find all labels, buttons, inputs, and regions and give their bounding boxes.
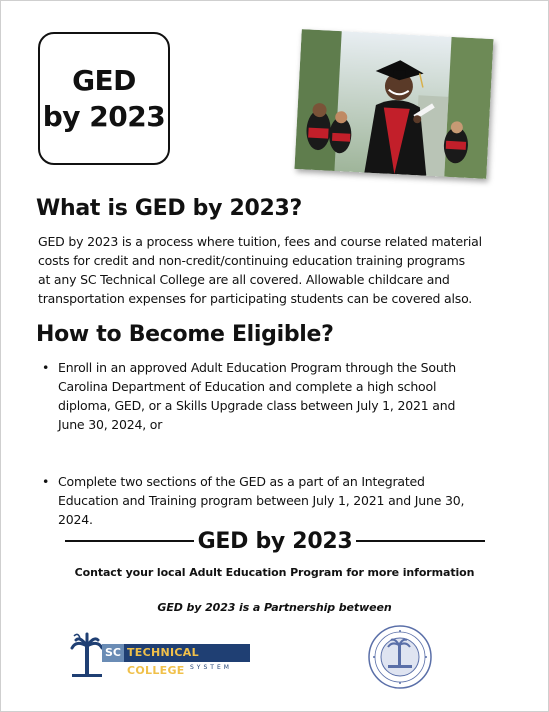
palmetto-tree-icon xyxy=(70,630,104,680)
partnership-text xyxy=(0,601,549,614)
bullet-2-line-1: Complete two sections of the GED as a part of an Integrated xyxy=(58,474,425,489)
bullet-2-line-2: Education and Training program between July 1, 2021 and June 30, xyxy=(58,493,465,508)
divider-title: GED by 2023 xyxy=(197,528,353,554)
partnership-rest: is a Partnership between xyxy=(235,601,392,614)
graduate-photo-illustration xyxy=(294,29,493,179)
bullet-1-line-3: diploma, GED, or a Skills Upgrade class between July 1, 2021 and xyxy=(58,398,456,413)
partnership-emphasis: GED by 2023 xyxy=(157,601,236,614)
title-line-1: GED xyxy=(72,63,136,97)
divider-line-right xyxy=(356,540,485,542)
what-is-heading: What is GED by 2023? xyxy=(36,196,302,221)
what-is-line-3: at any SC Technical College are all covered. Allowable childcare and xyxy=(38,272,450,287)
contact-text: Contact your local Adult Education Program for more information xyxy=(74,566,475,579)
what-is-paragraph xyxy=(38,232,548,308)
bullet-1-line-2: Carolina Department of Education and complete a high school xyxy=(58,379,437,394)
bullet-1-line-4: June 30, 2024, or xyxy=(58,417,163,432)
what-is-line-4: transportation expenses for participating students can be covered also. xyxy=(38,291,473,306)
title-box xyxy=(38,32,170,165)
sc-abbrev: SC xyxy=(102,644,124,662)
sc-department-of-education-seal xyxy=(368,625,432,689)
what-is-line-2: costs for credit and non-credit/continuing education training programs xyxy=(38,253,465,268)
title-line-2: by 2023 xyxy=(42,99,166,133)
what-is-line-1: GED by 2023 is a process where tuition, fees and course related material xyxy=(38,234,482,249)
graduate-photo xyxy=(294,29,493,179)
sc-college-name: TECHNICAL COLLEGE xyxy=(124,644,250,662)
eligibility-list xyxy=(40,358,540,529)
sc-system-label: SYSTEM xyxy=(190,664,232,671)
list-item xyxy=(40,358,540,434)
ged-divider xyxy=(65,526,485,556)
bullet-1-line-1: Enroll in an approved Adult Education Program through the South xyxy=(58,360,456,375)
sc-technical-college-logo xyxy=(70,630,250,680)
bullet-2-line-3: 2024. xyxy=(58,512,93,527)
divider-line-left xyxy=(65,540,194,542)
state-seal-icon xyxy=(368,625,432,689)
list-item xyxy=(40,472,540,529)
eligibility-heading: How to Become Eligible? xyxy=(36,322,334,347)
